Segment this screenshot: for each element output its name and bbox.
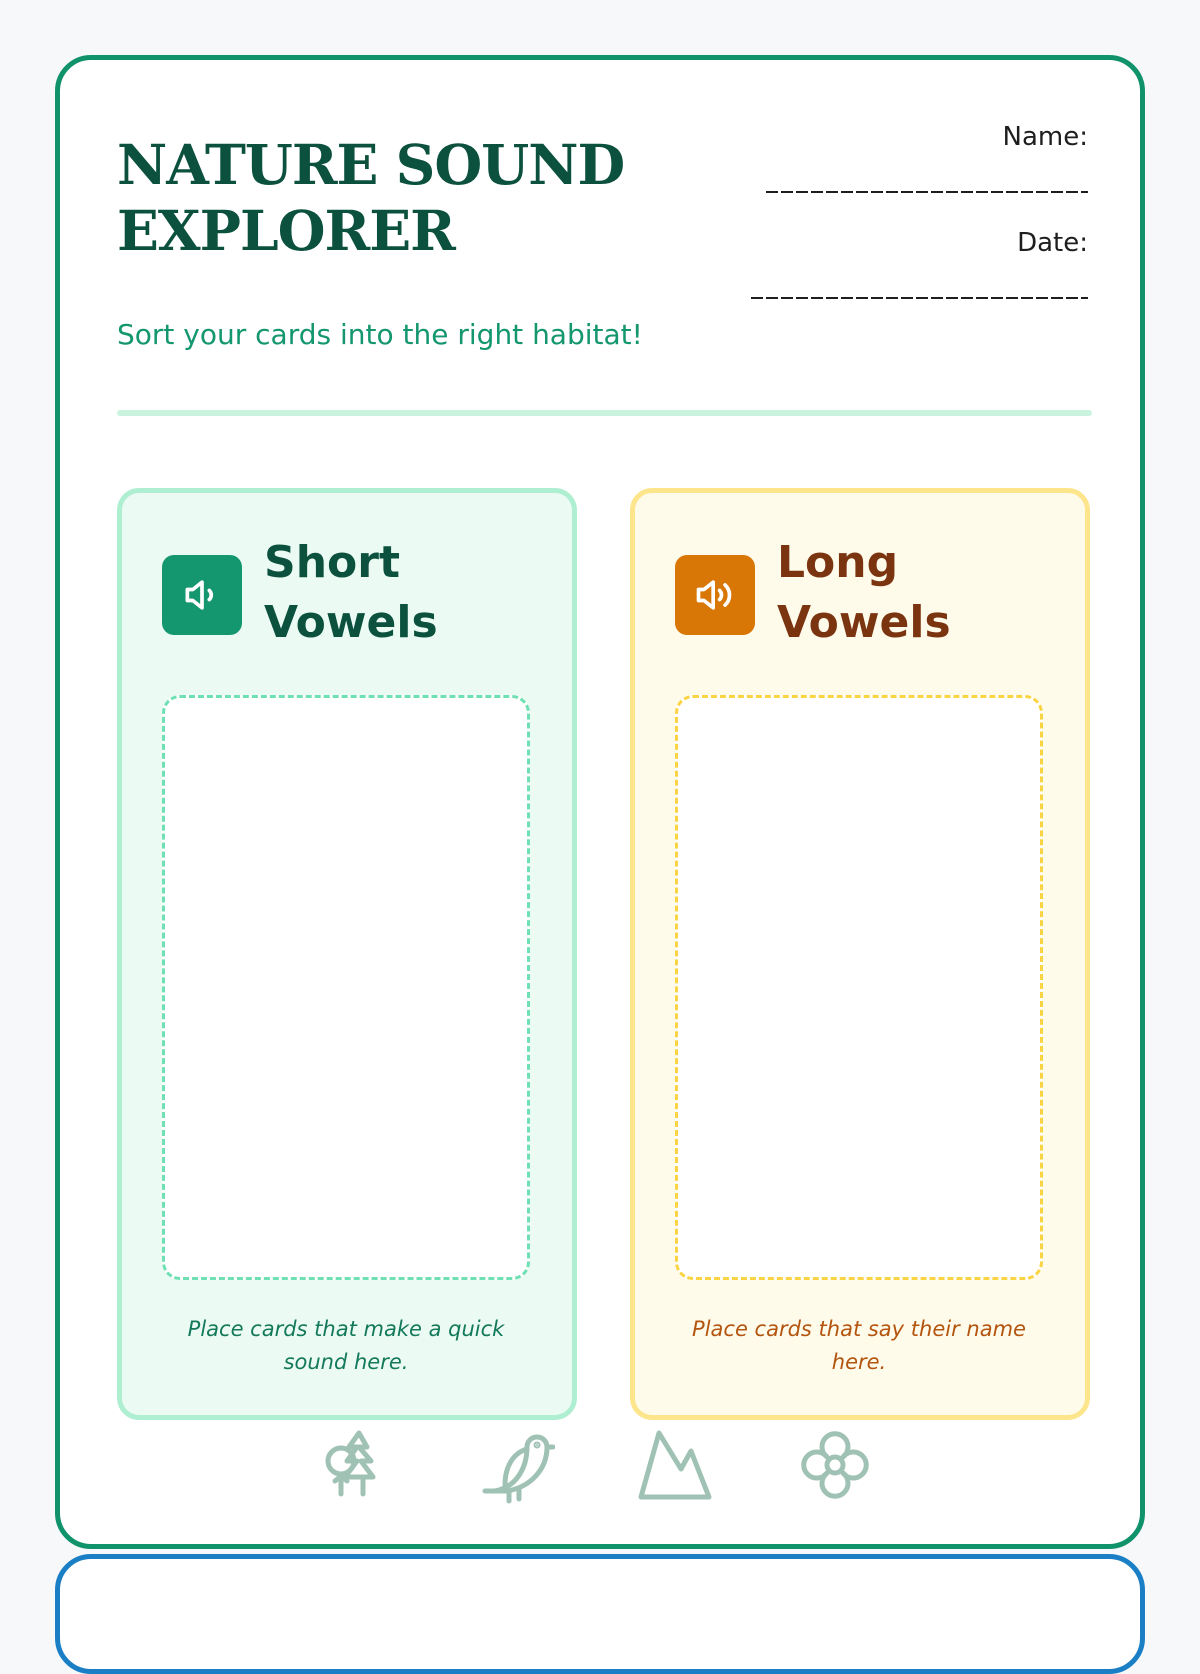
short-title-line-1: Short (264, 537, 400, 588)
title-line-1: NATURE SOUND (117, 132, 625, 197)
short-title-line-2: Vowels (264, 597, 438, 648)
worksheet-page (55, 55, 1145, 1549)
footer-icon-row (60, 1425, 1140, 1505)
header-divider (117, 410, 1092, 416)
speaker-high-icon (675, 555, 755, 635)
page-title (117, 132, 717, 264)
date-field[interactable] (751, 297, 1088, 299)
long-vowels-title (777, 533, 1067, 653)
short-vowels-note: Place cards that make a quick sound here. (187, 1317, 505, 1374)
long-title-line-2: Vowels (777, 597, 951, 648)
long-vowels-drop-zone[interactable] (675, 695, 1043, 1280)
short-vowels-drop-zone[interactable] (162, 695, 530, 1280)
short-vowels-panel (117, 488, 577, 1420)
page-subtitle: Sort your cards into the right habitat! (117, 318, 643, 351)
date-label: Date: (1017, 228, 1088, 258)
long-vowels-note: Place cards that say their name here. (692, 1317, 1026, 1374)
name-label: Name: (1002, 122, 1088, 152)
next-worksheet-page (55, 1554, 1145, 1674)
name-field[interactable] (766, 191, 1088, 193)
mountain-icon (635, 1425, 715, 1505)
title-line-2: EXPLORER (117, 198, 455, 263)
bird-icon (475, 1425, 555, 1505)
trees-icon (315, 1425, 395, 1505)
short-vowels-title (264, 533, 554, 653)
speaker-low-icon (162, 555, 242, 635)
long-vowels-panel (630, 488, 1090, 1420)
long-title-line-1: Long (777, 537, 899, 588)
flower-icon (795, 1425, 875, 1505)
